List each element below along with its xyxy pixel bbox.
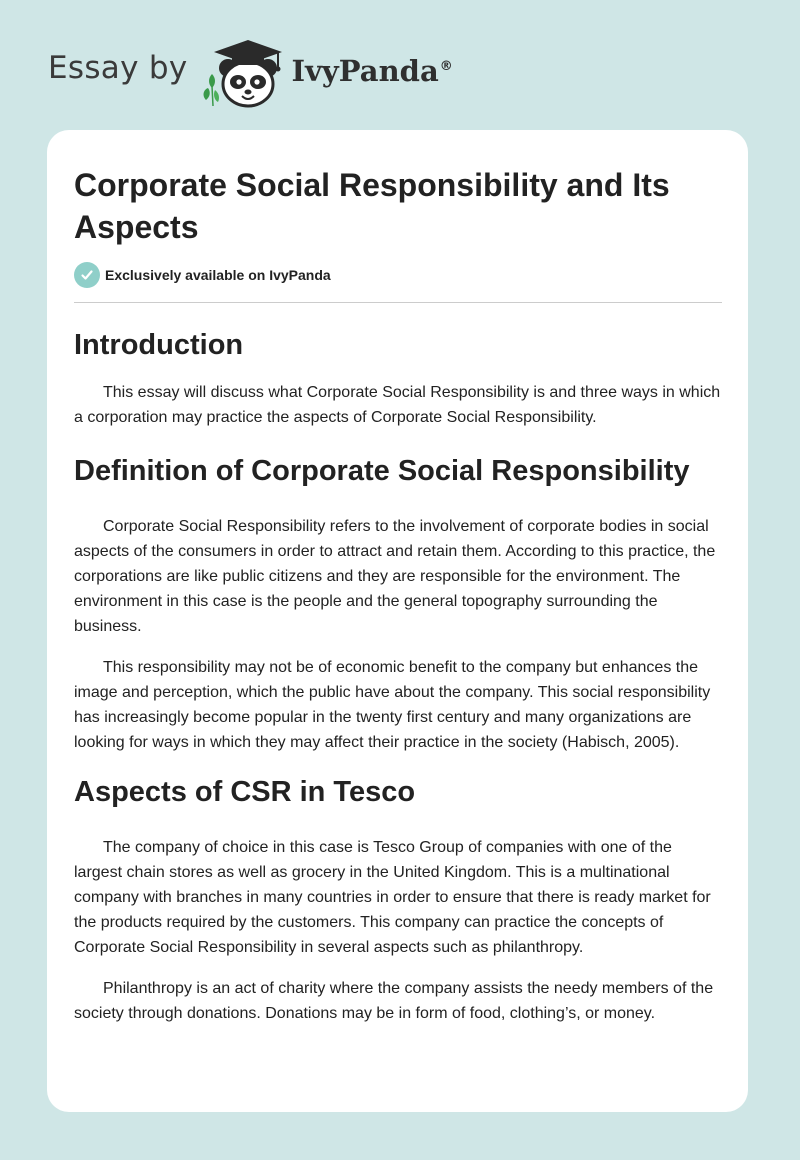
brand-name[interactable] (292, 54, 453, 88)
section-definition (74, 453, 722, 755)
panda-logo-icon[interactable] (198, 34, 290, 110)
paragraph: This essay will discuss what Corporate Social Responsibility is and three ways in which a corporation may practice the aspects of Corporate Social Responsibility. (74, 384, 721, 426)
brand-prefix: Essay by (48, 50, 188, 86)
section-heading: Aspects of CSR in Tesco (74, 776, 416, 808)
check-icon (74, 262, 100, 288)
section-aspects-tesco (74, 774, 722, 1026)
section-heading: Introduction (74, 329, 244, 361)
paragraph: Corporate Social Responsibility refers to the involvement of corporate bodies in social aspects of the consumers in order to attract and retain them. According to this practice, the corporations are like public citizens and they are responsible for the environment. The environment in this case is the people and the general topography surrounding the business. (74, 518, 716, 635)
paragraph: This responsibility may not be of economic benefit to the company but enhances the image and perception, which the public have about the company. This social responsibility has increasingly become popular in the twenty first century and many organizations are looking for ways in which they may affect their practice in the society (Habisch, 2005). (74, 659, 711, 751)
essay-title: Corporate Social Responsibility and Its Aspects (74, 167, 670, 245)
essay-card (47, 130, 748, 1112)
paragraph: The company of choice in this case is Tesco Group of companies with one of the largest chain stores as well as grocery in the United Kingdom. This is a multinational company with branches in many countries in order to ensure that there is ready market for the products required by the customers. This company can practice the concepts of Corporate Social Responsibility in several aspects such as philanthropy. (74, 839, 711, 956)
registered-mark: ® (439, 59, 453, 75)
paragraph: Philanthropy is an act of charity where the company assists the needy members of the society through donations. Donations may be in form of food, clothing’s, or money. (74, 980, 714, 1022)
brand-name-text: IvyPanda (291, 54, 439, 88)
exclusive-badge-text: Exclusively available on IvyPanda (105, 267, 331, 283)
exclusive-badge (74, 260, 722, 290)
section-introduction (74, 327, 722, 430)
site-header (48, 34, 453, 110)
divider (74, 302, 722, 303)
section-heading: Definition of Corporate Social Responsibility (74, 455, 690, 487)
